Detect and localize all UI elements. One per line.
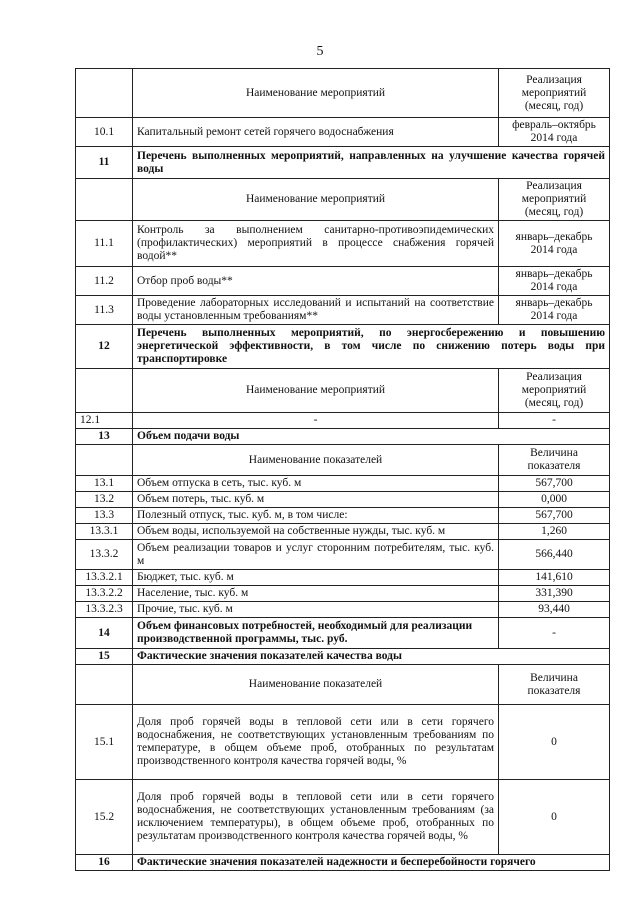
- header-implementation: Реализация мероприятий (месяц, год): [499, 179, 610, 221]
- section-row: [76, 855, 610, 871]
- row-text: Отбор проб воды**: [133, 267, 499, 296]
- row-value: 331,390: [499, 586, 610, 602]
- row-text: Объем потерь, тыс. куб. м: [133, 492, 499, 508]
- row-number: 11.3: [76, 296, 133, 325]
- row-number: 13.3.1: [76, 524, 133, 540]
- row-text: Контроль за выполнением санитарно-противоэпидемических (профилактических) мероприятий в процессе снабжения горячей водой**: [133, 221, 499, 267]
- section-number: 16: [76, 855, 133, 871]
- row-value: 1,260: [499, 524, 610, 540]
- table-row: [76, 602, 610, 618]
- row-value: -: [499, 618, 610, 649]
- table-row: [76, 540, 610, 570]
- row-value: 141,610: [499, 570, 610, 586]
- row-number: 12.1: [76, 413, 133, 429]
- table-row: [76, 492, 610, 508]
- row-number: 11.2: [76, 267, 133, 296]
- table-header-row: [76, 69, 610, 118]
- row-value: 566,440: [499, 540, 610, 570]
- table-row: [76, 118, 610, 147]
- row-number: 10.1: [76, 118, 133, 147]
- row-value: февраль–октябрь 2014 года: [499, 118, 610, 147]
- row-text: Прочие, тыс. куб. м: [133, 602, 499, 618]
- row-number: 13.2: [76, 492, 133, 508]
- section-number: 15: [76, 649, 133, 665]
- num-cell: [76, 69, 133, 118]
- section-row: [76, 618, 610, 649]
- header-implementation: Реализация мероприятий (месяц, год): [499, 369, 610, 413]
- row-number: 13.3.2.2: [76, 586, 133, 602]
- table-row: [76, 705, 610, 780]
- section-title: Объем подачи воды: [133, 429, 610, 445]
- table-row: [76, 267, 610, 296]
- row-value: 93,440: [499, 602, 610, 618]
- row-text: Доля проб горячей воды в тепловой сети или в сети горячего водоснабжения, не соответствующих установленным требованиям (за исключением температуры), в общем объеме проб, отобранных по результатам производственного контроля качества горячей воды, %: [133, 780, 499, 855]
- table-header-row: [76, 665, 610, 705]
- table-row: [76, 221, 610, 267]
- section-row: [76, 649, 610, 665]
- num-cell: [76, 369, 133, 413]
- row-number: 15.1: [76, 705, 133, 780]
- row-number: 11.1: [76, 221, 133, 267]
- section-title: Перечень выполненных мероприятий, по энергосбережению и повышению энергетической эффективности, в том числе по снижению потерь воды при транспортировке: [133, 325, 610, 369]
- table-header-row: [76, 445, 610, 476]
- num-cell: [76, 665, 133, 705]
- row-number: 13.3: [76, 508, 133, 524]
- num-cell: [76, 179, 133, 221]
- row-value: 0,000: [499, 492, 610, 508]
- table-row: [76, 780, 610, 855]
- row-text: Объем реализации товаров и услуг сторонним потребителям, тыс. куб. м: [133, 540, 499, 570]
- row-text: Капитальный ремонт сетей горячего водоснабжения: [133, 118, 499, 147]
- section-title: Объем финансовых потребностей, необходимый для реализации производственной программы, тыс. руб.: [133, 618, 499, 649]
- section-number: 12: [76, 325, 133, 369]
- section-title: Перечень выполненных мероприятий, направленных на улучшение качества горячей воды: [133, 147, 610, 179]
- row-number: 13.1: [76, 476, 133, 492]
- row-value: январь–декабрь 2014 года: [499, 221, 610, 267]
- section-number: 13: [76, 429, 133, 445]
- row-text: Проведение лабораторных исследований и испытаний на соответствие воды установленным требованиям**: [133, 296, 499, 325]
- section-row: [76, 429, 610, 445]
- row-text: Доля проб горячей воды в тепловой сети или в сети горячего водоснабжения, не соответствующих установленным требованиям по температуре, в общем объеме проб, отобранных по результатам производственного контроля качества горячей воды, %: [133, 705, 499, 780]
- header-value: Величина показателя: [499, 445, 610, 476]
- section-number: 14: [76, 618, 133, 649]
- table-header-row: [76, 369, 610, 413]
- header-implementation: Реализация мероприятий (месяц, год): [499, 69, 610, 118]
- section-number: 11: [76, 147, 133, 179]
- row-text: -: [133, 413, 499, 429]
- row-text: Население, тыс. куб. м: [133, 586, 499, 602]
- report-table: [75, 68, 610, 871]
- row-number: 13.3.2.1: [76, 570, 133, 586]
- row-value: 0: [499, 780, 610, 855]
- header-event-name: Наименование мероприятий: [133, 369, 499, 413]
- row-text: Объем отпуска в сеть, тыс. куб. м: [133, 476, 499, 492]
- row-value: январь–декабрь 2014 года: [499, 267, 610, 296]
- row-text: Бюджет, тыс. куб. м: [133, 570, 499, 586]
- header-value: Величина показателя: [499, 665, 610, 705]
- row-value: 567,700: [499, 508, 610, 524]
- row-value: -: [499, 413, 610, 429]
- section-row: [76, 325, 610, 369]
- table-header-row: [76, 179, 610, 221]
- table-row: [76, 508, 610, 524]
- row-value: 0: [499, 705, 610, 780]
- table-row: [76, 476, 610, 492]
- table-row: [76, 524, 610, 540]
- table-row: [76, 570, 610, 586]
- section-title: Фактические значения показателей качества воды: [133, 649, 610, 665]
- table-row: [76, 296, 610, 325]
- row-text: Объем воды, используемой на собственные нужды, тыс. куб. м: [133, 524, 499, 540]
- row-number: 15.2: [76, 780, 133, 855]
- row-number: 13.3.2: [76, 540, 133, 570]
- row-number: 13.3.2.3: [76, 602, 133, 618]
- row-text: Полезный отпуск, тыс. куб. м, в том числе:: [133, 508, 499, 524]
- row-value: январь–декабрь 2014 года: [499, 296, 610, 325]
- num-cell: [76, 445, 133, 476]
- section-row: [76, 147, 610, 179]
- section-title: Фактические значения показателей надежности и бесперебойности горячего: [133, 855, 610, 871]
- table-row: [76, 413, 610, 429]
- table-row: [76, 586, 610, 602]
- page-number: 5: [316, 44, 324, 59]
- header-event-name: Наименование мероприятий: [133, 179, 499, 221]
- row-value: 567,700: [499, 476, 610, 492]
- header-event-name: Наименование мероприятий: [133, 69, 499, 118]
- header-indicator-name: Наименование показателей: [133, 665, 499, 705]
- header-indicator-name: Наименование показателей: [133, 445, 499, 476]
